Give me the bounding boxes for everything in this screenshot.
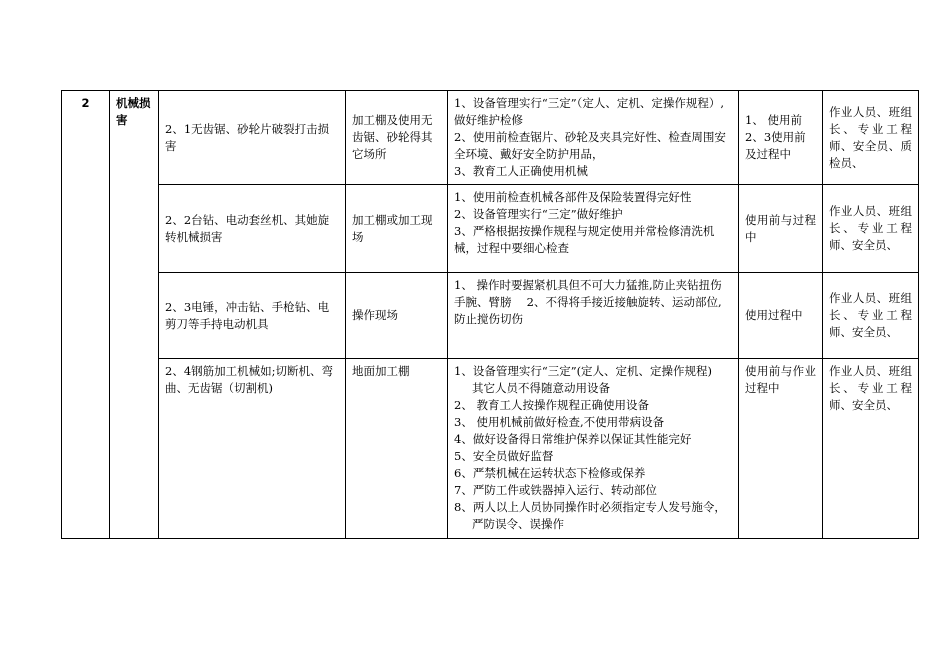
timing-cell: 1、 使用前 2、3使用前及过程中 bbox=[739, 91, 823, 185]
responsible-cell: 作业人员、班组长、专业工程师、安全员、 bbox=[823, 273, 919, 359]
measure-line: 3、 使用机械前做好检查,不使用带病设备 bbox=[454, 415, 665, 429]
hazard-cell: 2、4钢筋加工机械如;切断机、弯曲、无齿锯（切割机) bbox=[159, 359, 346, 539]
hazard-cell: 2、1无齿锯、砂轮片破裂打击损害 bbox=[159, 91, 346, 185]
hazard-cell: 2、2台钻、电动套丝机、其她旋转机械损害 bbox=[159, 185, 346, 273]
hazard-table-body bbox=[62, 91, 919, 539]
measure-line: 1、使用前检查机械各部件及保险装置得完好性 bbox=[454, 190, 692, 204]
location-cell: 加工棚及使用无齿锯、砂轮得其它场所 bbox=[346, 91, 448, 185]
measure-line: 2、设备管理实行“三定”做好维护 bbox=[454, 207, 623, 221]
responsible-cell: 作业人员、班组长、专业工程师、安全员、 bbox=[823, 185, 919, 273]
measure-line: 2、使用前检查锯片、砂轮及夹具完好性、检查周围安全环境、戴好安全防护用品， bbox=[454, 130, 726, 161]
measures-cell bbox=[448, 185, 739, 273]
timing-cell: 使用前与过程中 bbox=[739, 185, 823, 273]
measure-line: 其它人员不得随意动用设备 bbox=[472, 381, 610, 395]
measure-line: 7、严防工件或铁器掉入运行、转动部位 bbox=[454, 483, 657, 497]
location-cell: 地面加工棚 bbox=[346, 359, 448, 539]
measures-cell bbox=[448, 359, 739, 539]
hazard-table bbox=[61, 90, 919, 539]
measure-line: 1、 操作时要握紧机具但不可大力猛推,防止夹钻扭伤手腕、臂膀 2、不得将手接近接触旋转、运动部位,防止搅伤切伤 bbox=[454, 278, 722, 326]
timing-cell: 使用前与作业过程中 bbox=[739, 359, 823, 539]
measure-line: 严防误令、误操作 bbox=[472, 517, 564, 531]
table-row bbox=[62, 185, 919, 273]
measures-cell bbox=[448, 273, 739, 359]
measure-line: 3、严格根据按操作规程与规定使用并常检修清洗机械，过程中要细心检查 bbox=[454, 224, 715, 255]
measure-line: 8、两人以上人员协同操作时必须指定专人发号施令， bbox=[454, 500, 726, 514]
responsible-cell: 作业人员、班组长、专业工程师、安全员、 bbox=[823, 359, 919, 539]
location-cell: 加工棚或加工现场 bbox=[346, 185, 448, 273]
timing-cell: 使用过程中 bbox=[739, 273, 823, 359]
measure-line: 2、 教育工人按操作规程正确使用设备 bbox=[454, 398, 649, 412]
measure-line: 1、设备管理实行“三定”(定人、定机、定操作规程) bbox=[454, 364, 713, 378]
section-number: 2 bbox=[62, 91, 110, 539]
table-row bbox=[62, 359, 919, 539]
measure-line: 4、做好设备得日常维护保养以保证其性能完好 bbox=[454, 432, 692, 446]
measures-cell bbox=[448, 91, 739, 185]
measure-line: 3、教育工人正确使用机械 bbox=[454, 164, 588, 178]
measure-line: 6、严禁机械在运转状态下检修或保养 bbox=[454, 466, 646, 480]
measure-line: 5、安全员做好监督 bbox=[454, 449, 554, 463]
section-category: 机械损害 bbox=[110, 91, 159, 539]
table-row bbox=[62, 91, 919, 185]
location-cell: 操作现场 bbox=[346, 273, 448, 359]
hazard-cell: 2、3电锤，冲击钻、手枪钻、电剪刀等手持电动机具 bbox=[159, 273, 346, 359]
measure-line: 1、设备管理实行“三定”（定人、定机、定操作规程）,做好维护检修 bbox=[454, 96, 724, 127]
responsible-cell: 作业人员、班组长、专业工程师、安全员、质检员、 bbox=[823, 91, 919, 185]
table-row bbox=[62, 273, 919, 359]
